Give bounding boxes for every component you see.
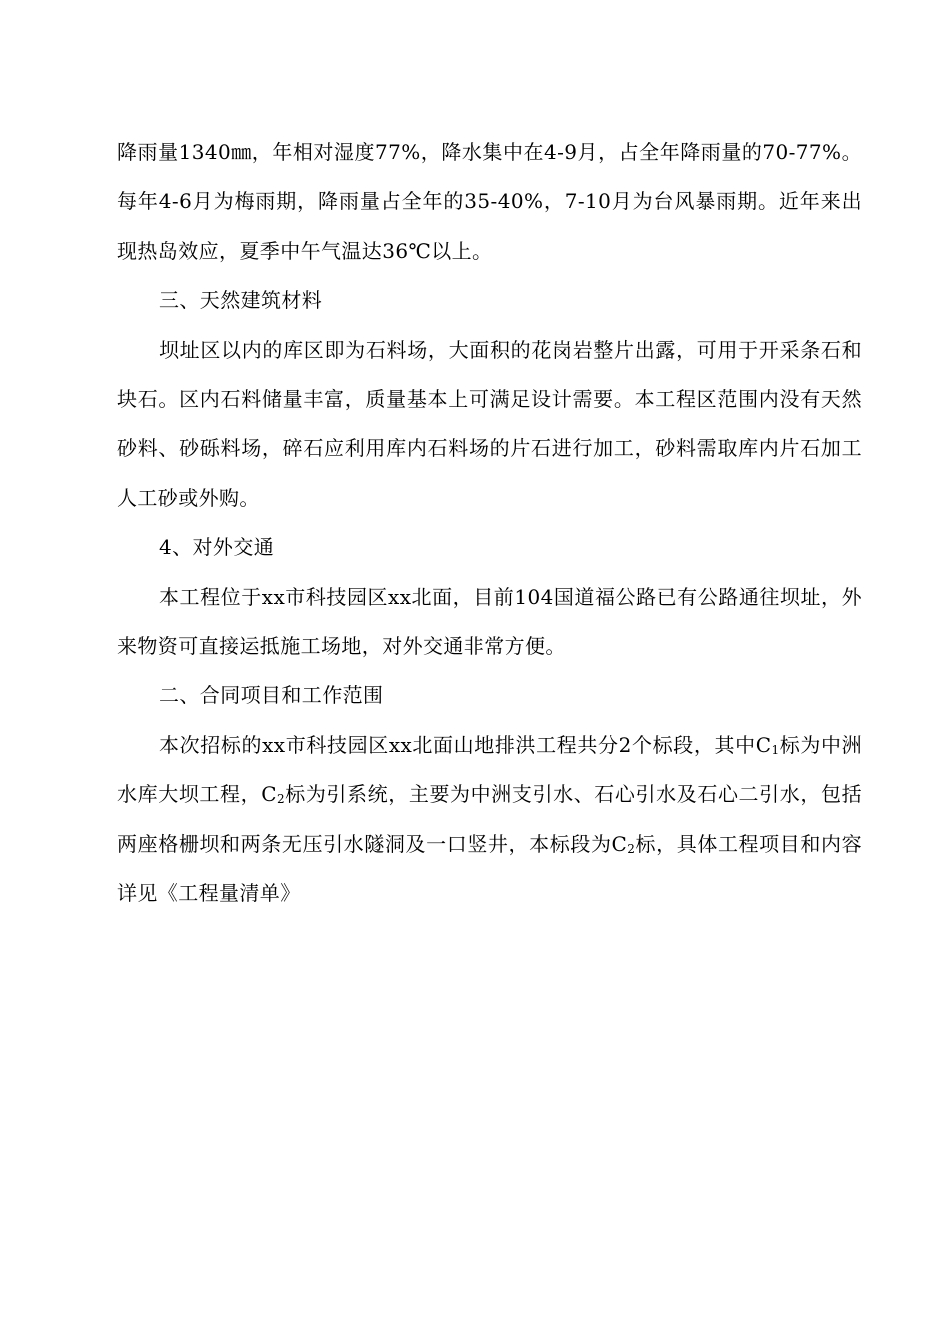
scope-heading: 二、合同项目和工作范围 xyxy=(159,683,384,708)
traffic-paragraph: 本工程位于xx市科技园区xx北面，目前104国道福公路已有公路通往坝址，外来物资可直接运抵施工场地，对外交通非常方便。 xyxy=(117,584,862,659)
scope-text-part1: 本次招标的xx市科技园区xx北面山地排洪工程共分2个标段，其中C xyxy=(159,732,772,757)
scope-text-part4: 标，具体工程项目和内容详见《工程量清单》 xyxy=(117,831,862,906)
traffic-heading: 4、对外交通 xyxy=(159,535,275,560)
scope-subscript-2: 2 xyxy=(276,792,285,807)
scope-text-part3: 标为引系统，主要为中洲支引水、石心引水及石心二引水，包括两座格栅坝和两条无压引水隧洞及一口竖井，本标段为C xyxy=(117,782,862,856)
scope-subscript-1: 1 xyxy=(771,742,780,757)
document-page xyxy=(117,128,862,919)
scope-text-part2: 标为中洲水库大坝工程，C xyxy=(117,732,862,807)
scope-paragraph xyxy=(117,721,862,919)
materials-paragraph: 坝址区以内的库区即为石料场，大面积的花岗岩整片出露，可用于开采条石和块石。区内石料储量丰富，质量基本上可满足设计需要。本工程区范围内没有天然砂料、砂砾料场，碎石应利用库内石料场的片石进行加工，砂料需取库内片石加工人工砂或外购。 xyxy=(117,337,862,510)
materials-heading: 三、天然建筑材料 xyxy=(159,288,323,313)
scope-subscript-3: 2 xyxy=(627,841,636,856)
climate-paragraph: 降雨量1340㎜，年相对湿度77%，降水集中在4-9月，占全年降雨量的70-77%。每年4-6月为梅雨期，降雨量占全年的35-40%，7-10月为台风暴雨期。近年来出现热岛效应，夏季中午气温达36℃以上。 xyxy=(117,140,862,263)
